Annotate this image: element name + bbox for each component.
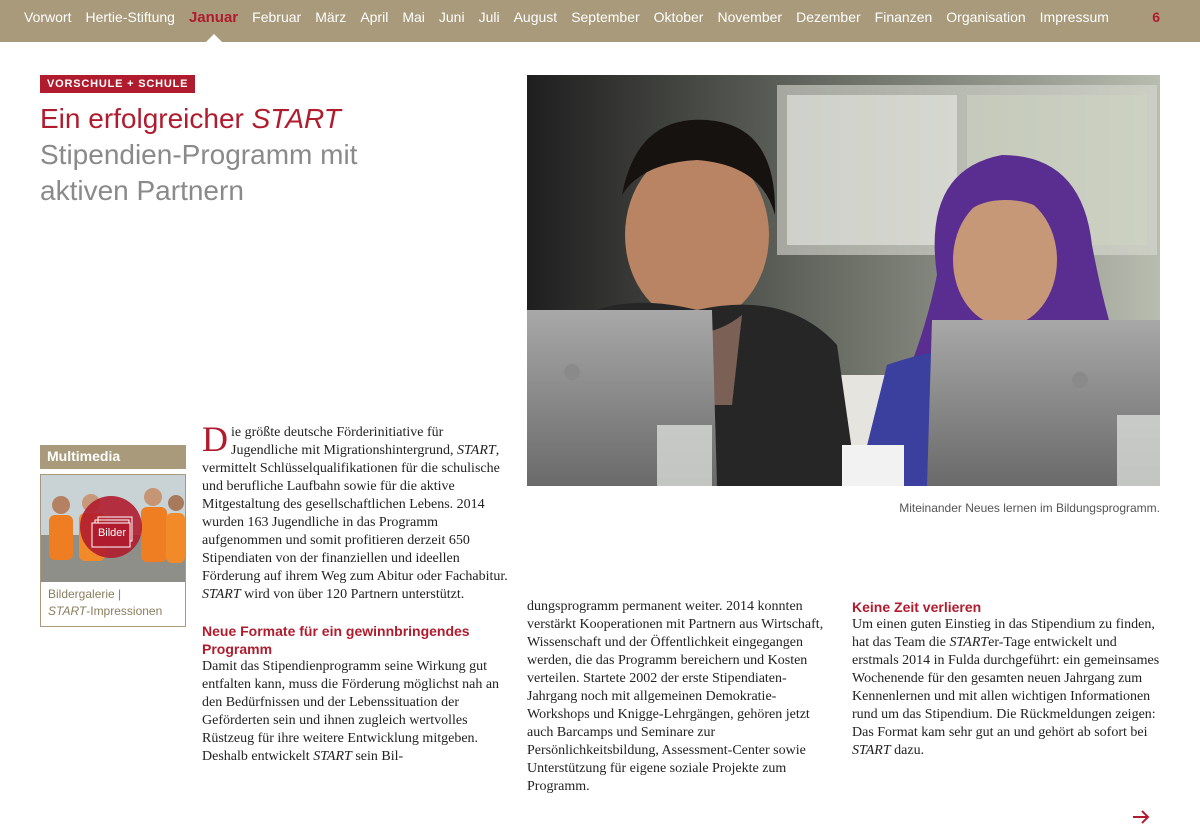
gallery-caption-rest: -Impressionen: [86, 604, 163, 618]
intro-text-b: , vermittelt Schlüsselqualifikationen für die schulische und berufliche Laufbahn sowie für die aktive Mitgestaltung des gesellschaftlichen Lebens. 2014 wurden 163 Jugendliche in das Programm aufgenommen und somit profitieren derzeit 650 Stipendiaten von der finanziellen und ideellen Förderung auf ihrem Weg zum Abitur oder Fachabitur.: [202, 443, 508, 584]
nav-item-oktober[interactable]: Oktober: [653, 9, 704, 25]
nav-item-märz[interactable]: März: [315, 9, 347, 25]
nav-item-mai[interactable]: Mai: [402, 9, 425, 25]
nav-item-vorwort[interactable]: Vorwort: [24, 9, 72, 25]
next-page-arrow-icon[interactable]: [1130, 806, 1152, 828]
nav-item-september[interactable]: September: [571, 9, 640, 25]
p2-text-a: Damit das Stipendienprogramm seine Wirkung gut entfalten kann, muss die Förderung möglichst nah an den Bedürfnissen und der Lebenssituation der Geförderten sein und ihnen zugleich wertvolles Rüstzeug für ihre weitere Entwicklung mitgeben. Deshalb entwickelt: [202, 659, 500, 764]
page-number: 6: [1152, 9, 1160, 25]
article-subtitle: Stipendien-Programm mit aktiven Partnern: [40, 139, 358, 206]
p3-text-em: START: [949, 635, 989, 650]
nav-item-november[interactable]: November: [717, 9, 783, 25]
nav-item-juni[interactable]: Juni: [438, 9, 465, 25]
p2-text-em: START: [313, 749, 352, 764]
gallery-caption-line1: Bildergalerie |: [48, 587, 122, 601]
p3-text-c: dazu.: [890, 743, 925, 758]
hero-photo: [527, 75, 1160, 486]
nav-list: [0, 0, 1200, 34]
nav-item-finanzen[interactable]: Finanzen: [874, 9, 933, 25]
p3-text-b: er-Tage entwickelt und erstmals 2014 in Fulda durchgeführt: ein gemeinsames Wochenende für den gesamten neuen Jahrgang zum Kennenlernen und mit allen wichtigen Informationen rund um das Stipendium. Die Rückmeldungen zeigen: Das Format kam sehr gut an und gehört ab sofort bei: [852, 635, 1160, 740]
p2-text-b-head: sein Bil-: [351, 749, 404, 764]
gallery-badge-label: Bilder: [97, 527, 127, 539]
photo-caption: Miteinander Neues lernen im Bildungsprogramm.: [899, 501, 1160, 515]
intro-text-em1: START: [457, 443, 496, 458]
article-column-2: [527, 598, 832, 796]
nav-item-april[interactable]: April: [360, 9, 389, 25]
nav-item-organisation[interactable]: Organisation: [946, 9, 1026, 25]
paragraph-2-continued: dungsprogramm permanent weiter. 2014 konnten verstärkt Kooperationen mit Partnern aus Wirtschaft, Wissenschaft und der Öffentlichkeit eingegangen werden, die das Programm bereichern und Kosten verteilen. Startete 2002 der erste Stipendiaten-Jahrgang noch mit allgemeinen Demokratie-Workshops und Knigge-Lehrgängen, gehören jetzt auch Barcamps und Seminare zur Persönlichkeitsbildung, Assessment-Center sowie Unterstützung für eigene soziale Projekte zum Programm.: [527, 599, 824, 794]
arrow-right-icon: [1130, 806, 1152, 828]
category-badge: VORSCHULE + SCHULE: [40, 75, 195, 93]
intro-text-a: ie größte deutsche Förderinitiative für Jugendliche mit Migrationshintergrund,: [231, 425, 458, 458]
intro-text-em2: START: [202, 587, 241, 602]
article-column-1: [202, 419, 512, 766]
p3-text-a: Um einen guten Einstieg in das Stipendium zu finden, hat das Team die: [852, 617, 1155, 650]
gallery-thumbnail[interactable]: [41, 475, 185, 582]
multimedia-heading: Multimedia: [40, 445, 186, 469]
drop-cap: D: [202, 419, 228, 459]
article-column-3: [852, 598, 1160, 760]
nav-item-hertie-stiftung[interactable]: Hertie-Stiftung: [85, 9, 175, 25]
nav-item-januar[interactable]: Januar: [188, 8, 239, 26]
hero-photo-illustration: [527, 75, 1160, 486]
gallery-caption[interactable]: [48, 586, 162, 620]
top-navigation: [0, 0, 1200, 42]
nav-item-dezember[interactable]: Dezember: [796, 9, 861, 25]
paragraph-3: [852, 616, 1160, 760]
intro-text-c: wird von über 120 Partnern unterstützt.: [240, 587, 465, 602]
gallery-caption-em: START: [48, 604, 87, 618]
gallery-card[interactable]: [40, 474, 186, 627]
paragraph-2-start: [202, 658, 512, 766]
article-title-em: START: [251, 103, 341, 134]
nav-item-februar[interactable]: Februar: [252, 9, 302, 25]
intro-paragraph: [202, 419, 512, 604]
nav-item-juli[interactable]: Juli: [478, 9, 500, 25]
nav-item-impressum[interactable]: Impressum: [1039, 9, 1109, 25]
subheading-keine-zeit: Keine Zeit verlieren: [852, 599, 982, 615]
article-title: [40, 102, 341, 136]
subheading-neue-formate: Neue Formate für ein gewinnbringendes Programm: [202, 623, 470, 657]
article-title-prefix: Ein erfolgreicher: [40, 103, 252, 134]
p3-text-em2: START: [852, 743, 891, 758]
nav-item-august[interactable]: August: [513, 9, 558, 25]
